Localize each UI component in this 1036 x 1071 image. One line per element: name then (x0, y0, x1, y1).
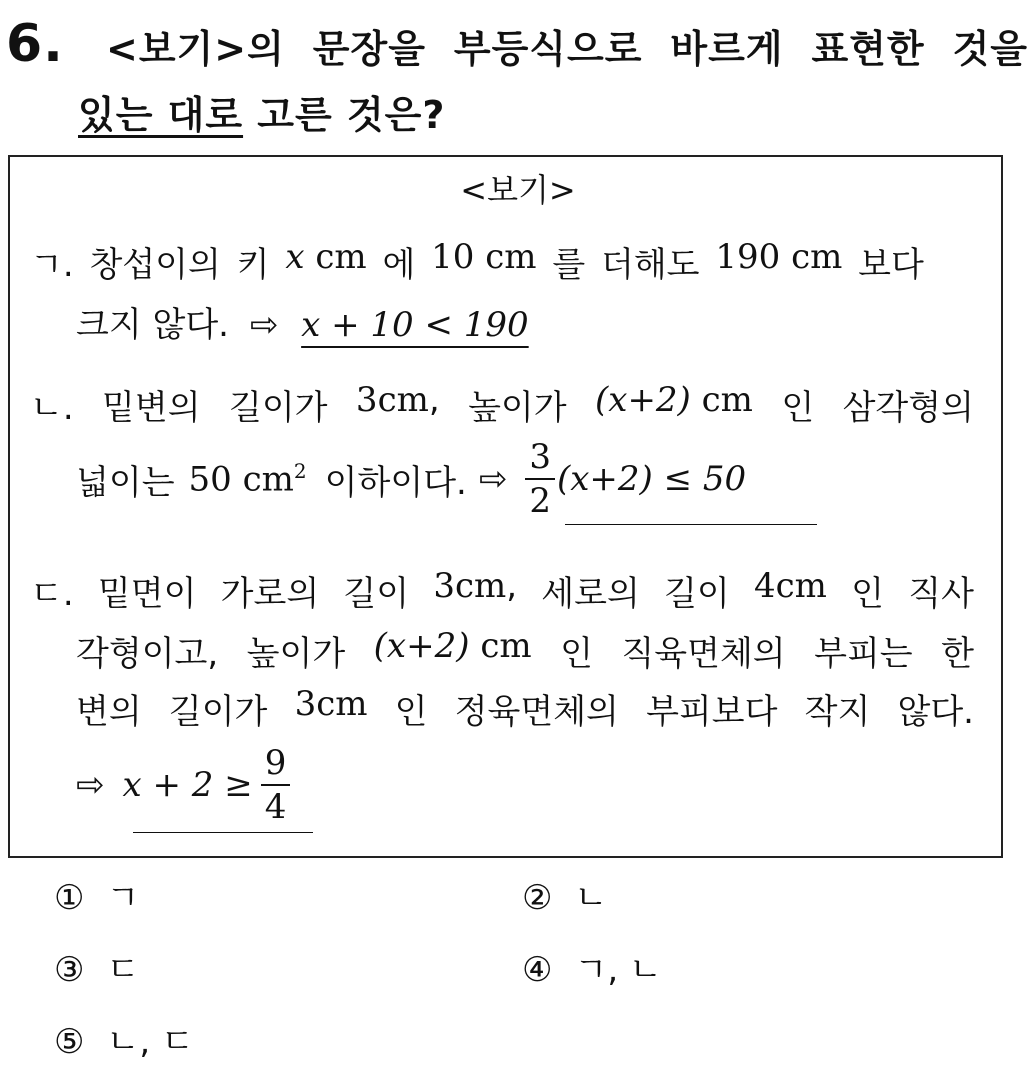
item-c-line4 (76, 743, 292, 827)
option-label: ㄴ (574, 878, 608, 918)
variable-x: x (285, 237, 305, 277)
fraction-denominator: 2 (529, 481, 551, 521)
item-text: 인 (394, 692, 428, 732)
item-b-line1 (30, 380, 974, 429)
question-number: 6. (6, 14, 64, 74)
option-label: ㄴ, ㄷ (106, 1022, 194, 1062)
fraction (525, 437, 555, 521)
item-text: 크지 않다. (76, 305, 229, 345)
expression: (x+2) (373, 626, 470, 666)
superscript: 2 (293, 458, 307, 483)
question-text-line1 (106, 18, 1028, 73)
comma: , (428, 380, 440, 420)
expression: (x+2) ≤ 50 (556, 459, 747, 499)
item-text: 않다. (897, 692, 974, 732)
question-word: 바르게 (670, 27, 784, 71)
item-text: 높이가 (468, 388, 567, 428)
item-text: 작지 (804, 692, 871, 732)
comma: , (506, 566, 518, 606)
number: 190 (715, 237, 781, 277)
unit: cm (316, 684, 368, 724)
item-text: 창섭이의 (89, 245, 221, 285)
item-text: 부피보다 (646, 692, 778, 732)
item-text: 직육면체의 (621, 634, 786, 674)
number: 4 (753, 566, 776, 606)
item-text: 보다 (858, 245, 924, 285)
unit: cm (775, 566, 827, 606)
item-c-line2 (76, 626, 974, 675)
item-text: 밑면이 (97, 574, 197, 614)
option-number: ② (522, 878, 553, 918)
answer-underline (565, 524, 817, 525)
question-text-line2 (78, 84, 445, 139)
item-text: 한 (941, 634, 974, 674)
fraction-denominator: 4 (264, 787, 287, 827)
unit: cm (242, 459, 294, 500)
item-text: 정육면체의 (454, 692, 619, 732)
option-label: ㄱ (106, 878, 140, 918)
question-underlined-phrase: 있는 대로 (78, 93, 244, 137)
item-text: 인 (781, 388, 815, 428)
number: 50 (188, 459, 232, 500)
arrow-icon: ⇨ (478, 459, 508, 499)
unit: cm (791, 237, 843, 277)
option-1[interactable] (54, 870, 139, 919)
item-marker: ㄴ. (30, 388, 74, 428)
item-a-line2 (76, 297, 529, 346)
item-c-line3 (76, 684, 974, 733)
item-text: 각형이고, (76, 634, 219, 674)
item-text: 길이 (664, 574, 730, 614)
option-4[interactable] (522, 942, 662, 991)
number: 10 (431, 237, 475, 277)
item-text: 이하이다. (324, 462, 467, 503)
item-text: 삼각형의 (842, 388, 974, 428)
question-word: 부등식으로 (453, 27, 643, 71)
item-text: 길이가 (168, 692, 268, 732)
option-number: ⑤ (54, 1022, 85, 1062)
item-c-line1 (30, 566, 974, 615)
item-text: 세로의 (541, 574, 640, 614)
item-text: 더해도 (600, 245, 700, 285)
fraction-numerator: 3 (525, 440, 555, 480)
option-number: ④ (522, 950, 553, 990)
unit: cm (480, 626, 532, 666)
unit: cm (485, 237, 537, 277)
option-2[interactable] (522, 870, 607, 919)
item-text: 를 (552, 245, 586, 285)
item-text: 부피는 (814, 634, 913, 674)
option-label: ㄷ (106, 950, 140, 990)
answer-underline (133, 832, 313, 833)
answer-inequality: x + 10 < 190 (301, 305, 529, 345)
question-word: 문장을 (312, 27, 426, 71)
unit: cm (377, 380, 429, 420)
option-number: ③ (54, 950, 85, 990)
answer-inequality (523, 437, 747, 521)
item-text: 키 (236, 245, 270, 285)
item-text: 직사 (908, 574, 974, 614)
arrow-icon: ⇨ (76, 765, 105, 805)
question-rest: 고른 것은? (243, 93, 446, 137)
number: 3 (433, 566, 455, 606)
item-b-line2 (76, 437, 747, 521)
item-text: 길이가 (228, 388, 328, 428)
option-5[interactable] (54, 1014, 194, 1063)
item-text: 높이가 (246, 634, 346, 674)
item-text: 인 (560, 634, 593, 674)
item-marker: ㄱ. (30, 245, 74, 285)
question-word: 표현한 (811, 27, 925, 71)
option-label: ㄱ, ㄴ (574, 950, 662, 990)
option-3[interactable] (54, 942, 139, 991)
item-text: 밑변의 (102, 388, 201, 428)
item-marker: ㄷ. (30, 574, 74, 614)
item-a-line1 (30, 237, 924, 286)
unit: cm (315, 237, 367, 277)
item-text: 넓이는 (76, 462, 175, 503)
expression: x + 2 ≥ (122, 765, 253, 805)
item-text: 에 (382, 245, 416, 285)
item-text: 변의 (76, 692, 142, 732)
expression: (x+2) (595, 380, 691, 420)
question-word: <보기>의 (106, 27, 285, 71)
number: 3 (294, 684, 317, 724)
example-box-title: <보기> (460, 171, 576, 209)
option-number: ① (54, 878, 85, 918)
item-text: 길이 (343, 574, 410, 614)
number: 3 (355, 380, 378, 420)
answer-inequality (122, 743, 293, 827)
fraction (261, 743, 291, 827)
arrow-icon: ⇨ (249, 305, 279, 345)
unit: cm (454, 566, 507, 606)
question-word: 것을 (952, 27, 1028, 71)
item-text: 인 (851, 574, 884, 614)
item-text: 가로의 (220, 574, 320, 614)
unit: cm (701, 380, 753, 420)
fraction-numerator: 9 (261, 746, 291, 786)
